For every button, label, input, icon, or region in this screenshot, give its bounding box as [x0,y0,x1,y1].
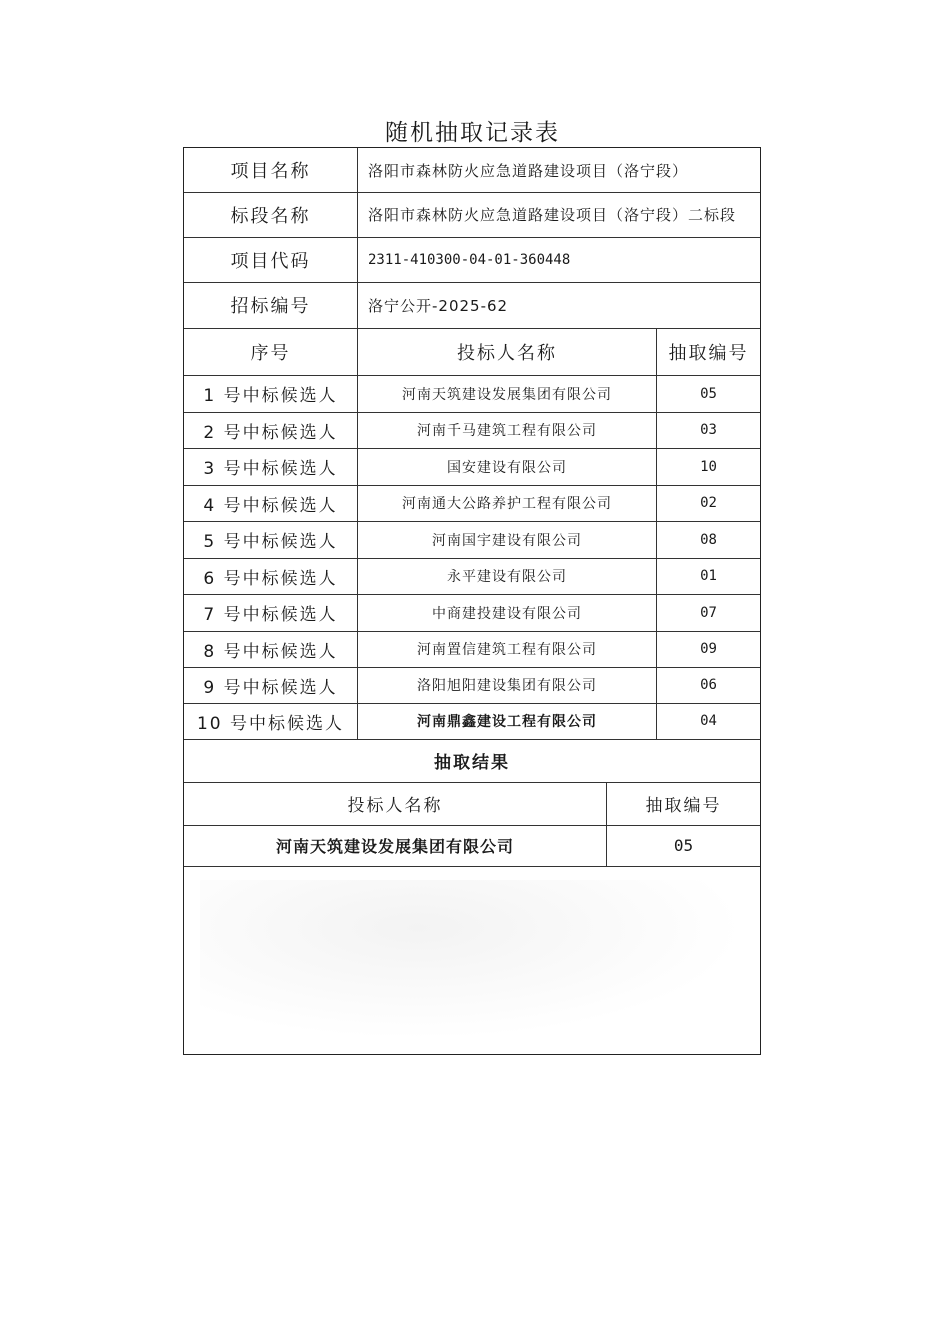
result-winner-number: 05 [673,836,694,855]
column-header-draw-number: 抽取编号 [668,342,749,364]
candidate-draw-number: 04 [700,713,717,729]
candidate-seq: 3 号中标候选人 [203,459,338,479]
faded-signature-blur [200,880,745,1040]
candidate-seq: 7 号中标候选人 [203,605,338,625]
result-bidder-label: 投标人名称 [347,796,443,816]
candidate-draw-number: 06 [700,677,717,693]
candidate-seq: 9 号中标候选人 [203,677,338,698]
candidate-name: 国安建设有限公司 [447,459,567,476]
candidate-name: 洛阳旭阳建设集团有限公司 [417,678,597,694]
candidate-seq: 1 号中标候选人 [203,386,338,406]
candidate-name: 河南千马建筑工程有限公司 [417,423,597,439]
info-value-section-name: 洛阳市森林防火应急道路建设项目（洛宁段）二标段 [368,206,737,224]
candidate-seq: 2 号中标候选人 [203,422,338,443]
candidate-name: 河南国宇建设有限公司 [432,532,582,549]
candidate-name: 河南天筑建设发展集团有限公司 [402,386,612,403]
candidate-seq: 8 号中标候选人 [203,641,338,662]
candidate-seq: 6 号中标候选人 [203,568,338,589]
candidate-name: 河南鼎鑫建设工程有限公司 [417,714,597,730]
candidate-seq: 5 号中标候选人 [203,532,338,552]
info-value-tender-number: 洛宁公开-2025-62 [368,296,509,315]
candidate-draw-number: 01 [700,568,717,584]
candidate-draw-number: 03 [700,422,717,438]
page-title: 随机抽取记录表 [385,120,560,146]
candidate-seq: 10 号中标候选人 [196,713,345,734]
candidate-name: 河南置信建筑工程有限公司 [417,642,597,658]
candidate-seq: 4 号中标候选人 [203,495,338,516]
result-heading: 抽取结果 [434,753,510,773]
candidate-name: 中商建投建设有限公司 [432,605,582,622]
info-label-project-code: 项目代码 [230,250,311,272]
candidate-draw-number: 10 [700,458,717,475]
result-winner-name: 河南天筑建设发展集团有限公司 [275,837,514,856]
candidate-draw-number: 08 [700,531,717,548]
info-label-tender-number: 招标编号 [230,296,311,317]
result-draw-label: 抽取编号 [645,796,722,816]
candidate-draw-number: 02 [700,495,717,511]
info-label-project-name: 项目名称 [230,161,311,182]
info-value-project-name: 洛阳市森林防火应急道路建设项目（洛宁段） [368,161,689,180]
candidate-draw-number: 05 [700,385,717,402]
candidate-name: 永平建设有限公司 [447,569,567,585]
candidate-draw-number: 09 [700,641,717,657]
candidate-name: 河南通大公路养护工程有限公司 [402,496,612,512]
info-value-project-code: 2311-410300-04-01-360448 [368,251,571,268]
candidate-draw-number: 07 [700,604,717,621]
column-header-seq: 序号 [250,342,291,364]
column-header-bidder: 投标人名称 [457,342,557,364]
info-label-section-name: 标段名称 [230,205,311,227]
